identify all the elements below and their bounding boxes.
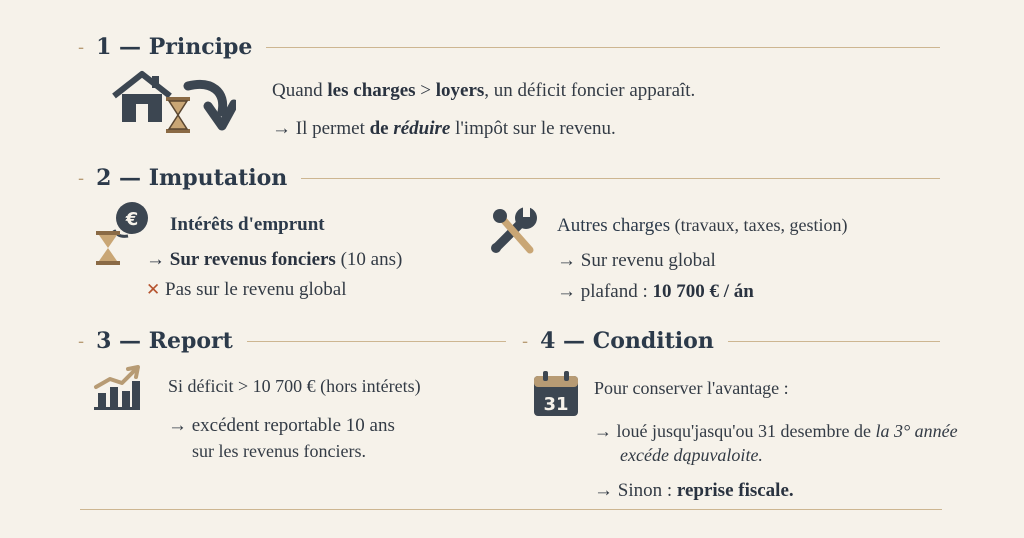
text-segment: Pas sur le revenu global [160, 279, 347, 300]
text-segment: → Sinon : [594, 480, 677, 501]
text-bold: reprise fiscale. [676, 480, 794, 501]
text-segment: > [415, 80, 436, 101]
section-condition-header [522, 326, 940, 356]
section-imputation-header [78, 163, 940, 193]
text-bold: → Sur revenus fonciers [146, 249, 336, 270]
text-bold: de [369, 118, 394, 139]
text-segment: l'impôt sur le revenu. [450, 118, 616, 139]
text-segment: → plafand : [557, 281, 653, 302]
autres-charges-line-2 [557, 281, 754, 304]
hourglass-icon [94, 230, 122, 266]
section-title: 1 — Principe [96, 34, 253, 60]
section-title: 3 — Report [96, 328, 233, 354]
section-dash: - [522, 330, 529, 352]
growth-chart-icon [92, 365, 144, 411]
text-segment: → Sur revenu global [557, 250, 716, 271]
tools-icon [490, 204, 546, 256]
report-line-3: sur les revenus fonciers. [192, 441, 366, 461]
condition-line-2 [594, 421, 958, 443]
interets-title: Intérêts d'emprunt [170, 214, 325, 235]
autres-charges-line-1 [557, 250, 716, 273]
text-segment: Quand [272, 80, 328, 101]
calendar-icon [532, 370, 580, 418]
text-segment: → loué jusqu'jasqu'ou 31 desembre de [594, 421, 876, 441]
section-principe-header [78, 32, 940, 62]
interets-line-2 [146, 279, 347, 302]
text-segment: , un déficit foncier apparaît. [484, 80, 696, 101]
text-segment: → Il permet [272, 118, 370, 139]
text-segment: (10 ans) [335, 249, 403, 270]
calendar-day: 31 [543, 394, 569, 415]
section-title: 2 — Imputation [96, 165, 288, 191]
cross-icon: ✕ [146, 280, 161, 300]
section-title: 4 — Condition [540, 328, 714, 354]
condition-line-1: Pour conserver l'avantage : [594, 378, 789, 398]
section-report-header [78, 326, 506, 356]
text-bold: Autres charges [557, 215, 671, 236]
text-bold: 10 700 € / án [652, 281, 754, 302]
condition-line-3: excéde dąpuvaloite. [620, 445, 763, 465]
down-arrow-icon [182, 76, 236, 132]
principe-line-2 [272, 118, 616, 141]
text-bold: loyers [435, 80, 485, 101]
report-line-2: → excédent reportable 10 ans [168, 415, 395, 436]
svg-text:€: € [125, 209, 139, 230]
autres-charges-title [557, 215, 848, 238]
section-rule [301, 178, 940, 179]
text-segment: (travaux, taxes, gestion) [670, 215, 848, 235]
text-bold-italic: réduire [393, 118, 451, 139]
bottom-rule [80, 509, 942, 510]
interets-line-1 [146, 249, 402, 272]
section-rule [728, 341, 940, 342]
text-bold: les charges [327, 80, 416, 101]
section-dash: - [78, 330, 85, 352]
report-line-1: Si déficit > 10 700 € (hors intérets) [168, 376, 421, 396]
section-dash: - [78, 36, 85, 58]
section-dash: - [78, 167, 85, 189]
condition-line-4 [594, 480, 794, 503]
section-rule [247, 341, 506, 342]
text-italic: la 3° année [875, 421, 958, 441]
section-rule [266, 47, 940, 48]
principe-line-1 [272, 80, 695, 103]
